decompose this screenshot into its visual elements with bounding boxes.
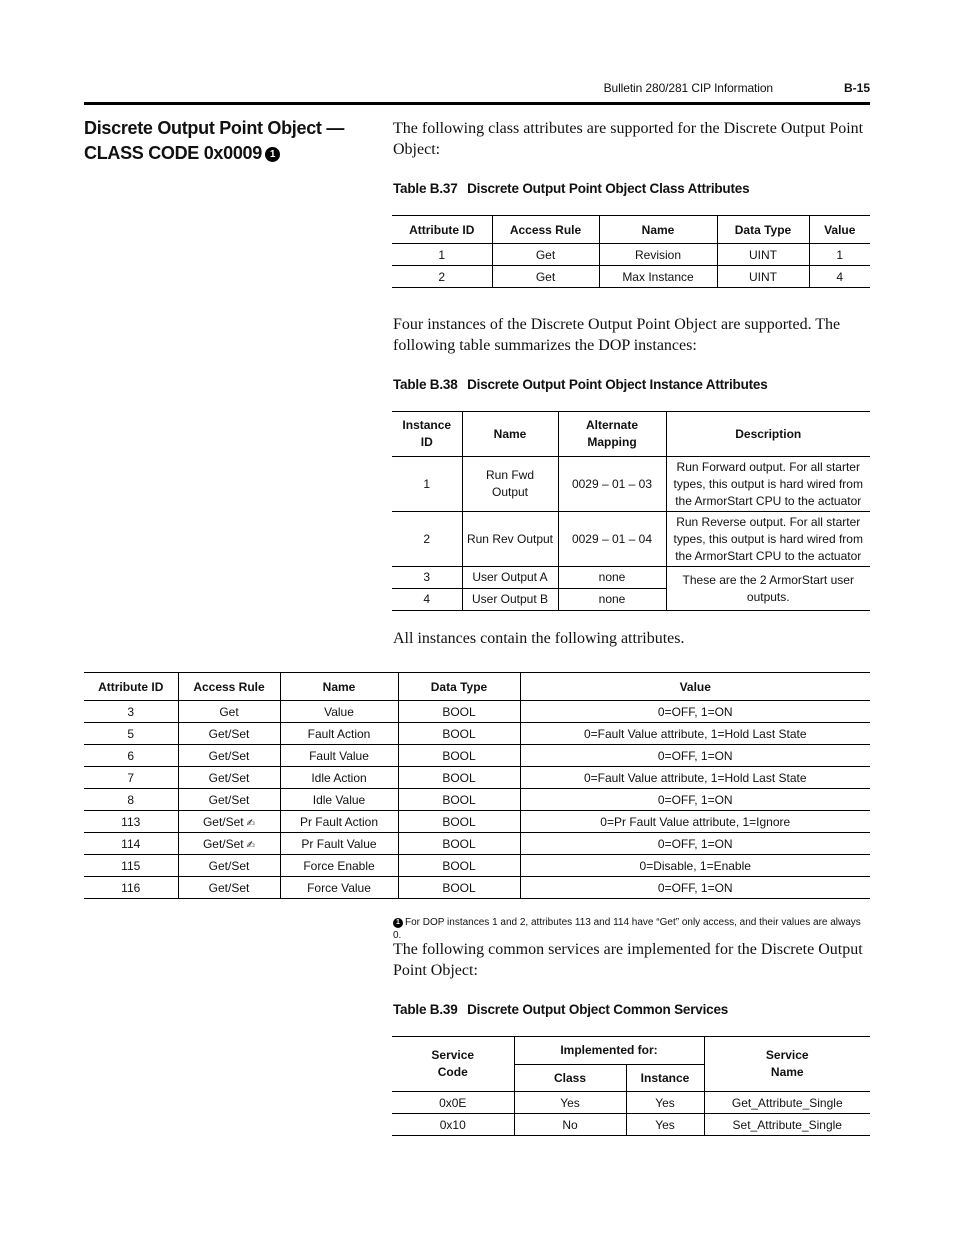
table-row <box>84 767 870 789</box>
table-cell: 0=Pr Fault Value attribute, 1=Ignore <box>520 811 870 833</box>
table-row <box>84 855 870 877</box>
table-row <box>84 877 870 899</box>
table-cell: Pr Fault Action <box>280 811 398 833</box>
running-head <box>0 81 870 97</box>
table-b37-title: Discrete Output Point Object Class Attributes <box>467 181 750 196</box>
table-row <box>392 1114 870 1136</box>
column-header: Name <box>462 412 558 457</box>
table-cell: Revision <box>599 244 717 266</box>
table-cell-text: Get/Set <box>202 836 244 851</box>
table-cell: 2 <box>392 266 492 288</box>
running-title: Bulletin 280/281 CIP Information <box>603 81 773 95</box>
table-cell: 0x10 <box>392 1114 514 1136</box>
table-cell: Pr Fault Value <box>280 833 398 855</box>
table-cell: Get_Attribute_Single <box>704 1092 870 1114</box>
table-cell: User Output A <box>462 567 558 589</box>
table-cell: 115 <box>84 855 178 877</box>
table-cell: Force Enable <box>280 855 398 877</box>
table-cell: 0=Disable, 1=Enable <box>520 855 870 877</box>
table-cell: 114 <box>84 833 178 855</box>
table-row <box>392 512 870 567</box>
table-cell <box>178 833 280 855</box>
column-header: Data Type <box>398 673 520 701</box>
column-header-instance: Instance <box>626 1065 704 1092</box>
table-cell: 0=Fault Value attribute, 1=Hold Last State <box>520 767 870 789</box>
column-header: Alternate Mapping <box>558 412 666 457</box>
column-header-implemented: Implemented for: <box>514 1037 704 1065</box>
table-cell: Yes <box>514 1092 626 1114</box>
table-b37-caption <box>393 181 749 196</box>
table-cell: BOOL <box>398 877 520 899</box>
table-cell-merged: These are the 2 ArmorStart user outputs. <box>666 567 870 611</box>
table-cell: Get/Set <box>178 723 280 745</box>
table-cell: 3 <box>392 567 462 589</box>
table-row <box>392 567 870 589</box>
table-b38 <box>392 411 870 611</box>
table-cell: BOOL <box>398 701 520 723</box>
table-cell: 1 <box>392 457 462 512</box>
table-header-row <box>84 673 870 701</box>
table-cell: Idle Action <box>280 767 398 789</box>
page-number: B-15 <box>843 81 870 95</box>
column-header: Description <box>666 412 870 457</box>
table-header-row <box>392 216 870 244</box>
header-line: Service <box>431 1048 475 1062</box>
pencil-note-icon: ✍ <box>246 839 256 851</box>
table-header-row <box>392 1037 870 1065</box>
table-row <box>84 789 870 811</box>
table-cell: Force Value <box>280 877 398 899</box>
column-header: Data Type <box>717 216 809 244</box>
table-row <box>392 244 870 266</box>
table-cell: Yes <box>626 1092 704 1114</box>
table-cell: 2 <box>392 512 462 567</box>
column-header-service-name <box>704 1037 870 1092</box>
column-header: Attribute ID <box>392 216 492 244</box>
table-cell: Get <box>492 266 599 288</box>
section-title <box>84 116 374 166</box>
table-header-row <box>392 412 870 457</box>
table-cell: Yes <box>626 1114 704 1136</box>
table-cell: Value <box>280 701 398 723</box>
table-cell: Run Forward output. For all starter types, this output is hard wired from the ArmorStart CPU to the actuator <box>666 457 870 512</box>
table-cell: Run Reverse output. For all starter types, this output is hard wired from the ArmorStart CPU to the actuator <box>666 512 870 567</box>
intro-paragraph: The following class attributes are supported for the Discrete Output Point Object: <box>393 120 864 158</box>
table-cell: Get <box>178 701 280 723</box>
table-row <box>392 266 870 288</box>
header-rule <box>84 102 870 105</box>
table-row <box>84 811 870 833</box>
table-cell: BOOL <box>398 767 520 789</box>
table-cell: 0=Fault Value attribute, 1=Hold Last State <box>520 723 870 745</box>
attributes-table <box>84 672 870 899</box>
table-cell: 0029 – 01 – 03 <box>558 457 666 512</box>
column-header: Value <box>520 673 870 701</box>
table-cell: Get <box>492 244 599 266</box>
table-row <box>392 457 870 512</box>
table-cell: 0029 – 01 – 04 <box>558 512 666 567</box>
table-cell: Run Fwd Output <box>462 457 558 512</box>
table-b38-caption <box>393 377 768 392</box>
table-cell: 0=OFF, 1=ON <box>520 701 870 723</box>
table-cell: 1 <box>809 244 870 266</box>
table-cell: 113 <box>84 811 178 833</box>
table-cell: 0=OFF, 1=ON <box>520 745 870 767</box>
table-cell: Get/Set <box>178 789 280 811</box>
section-title-line1: Discrete Output Point Object — <box>84 118 345 138</box>
table-cell: 1 <box>438 247 446 262</box>
footnote-marker-icon: 1 <box>393 918 403 928</box>
table-cell: 6 <box>84 745 178 767</box>
table-cell: UINT <box>717 266 809 288</box>
footnote-marker-icon: 1 <box>265 147 280 162</box>
table-row <box>84 723 870 745</box>
table-cell-text: Get/Set <box>202 814 244 829</box>
table-cell: UINT <box>717 244 809 266</box>
services-paragraph: The following common services are implemented for the Discrete Output Point Object: <box>393 941 863 979</box>
table-cell: 5 <box>84 723 178 745</box>
column-header: Instance ID <box>392 412 462 457</box>
column-header: Access Rule <box>492 216 599 244</box>
table-b37-number: Table B.37 <box>393 181 458 196</box>
table-b38-title: Discrete Output Point Object Instance Attributes <box>467 377 768 392</box>
table-cell: User Output B <box>462 589 558 611</box>
table-cell: none <box>558 589 666 611</box>
table-cell: Fault Action <box>280 723 398 745</box>
table-b39-caption <box>393 1002 728 1017</box>
section-title-line2-text: CLASS CODE 0x0009 <box>84 143 262 163</box>
column-header-service-code <box>392 1037 514 1092</box>
column-header: Attribute ID <box>84 673 178 701</box>
column-header: Name <box>280 673 398 701</box>
instances-paragraph: Four instances of the Discrete Output Point Object are supported. The following table summarizes the DOP instances: <box>393 316 841 354</box>
table-b37 <box>392 215 870 288</box>
header-line: Service <box>765 1048 809 1062</box>
table-cell: Run Rev Output <box>462 512 558 567</box>
table-cell: 0=OFF, 1=ON <box>520 877 870 899</box>
section-title-line2 <box>84 141 374 166</box>
column-header-class: Class <box>514 1065 626 1092</box>
table-cell: Idle Value <box>280 789 398 811</box>
table-cell: Get/Set <box>178 745 280 767</box>
table-cell: 0x0E <box>439 1095 467 1110</box>
header-line: Name <box>770 1065 804 1079</box>
table-cell: 116 <box>84 877 178 899</box>
table-b39-number: Table B.39 <box>393 1002 458 1017</box>
table-cell: No <box>514 1114 626 1136</box>
table-b39 <box>392 1036 870 1136</box>
table-cell: BOOL <box>398 855 520 877</box>
table-cell: 0=OFF, 1=ON <box>520 833 870 855</box>
pencil-note-icon: ✍ <box>246 817 256 829</box>
table-cell: 4 <box>392 589 462 611</box>
table-row <box>84 745 870 767</box>
table-row <box>392 1092 870 1114</box>
all-instances-paragraph: All instances contain the following attributes. <box>393 630 685 647</box>
table-row <box>84 701 870 723</box>
table-cell: Fault Value <box>280 745 398 767</box>
table-cell: none <box>558 567 666 589</box>
table-b39-title: Discrete Output Object Common Services <box>467 1002 729 1017</box>
table-cell: BOOL <box>398 789 520 811</box>
table-cell: BOOL <box>398 811 520 833</box>
table-cell: 4 <box>809 266 870 288</box>
footnote-text: For DOP instances 1 and 2, attributes 113 and 114 have “Get” only access, and their values are always 0. <box>393 917 861 941</box>
table-cell: Get/Set <box>178 877 280 899</box>
table-cell: Get/Set <box>178 767 280 789</box>
table-cell: 8 <box>84 789 178 811</box>
table-cell: Set_Attribute_Single <box>704 1114 870 1136</box>
table-cell: 0=OFF, 1=ON <box>520 789 870 811</box>
table-cell <box>178 811 280 833</box>
table-cell: Max Instance <box>599 266 717 288</box>
header-line: Code <box>437 1065 468 1079</box>
table-cell: BOOL <box>398 745 520 767</box>
table-cell: 3 <box>127 704 135 719</box>
table-cell: BOOL <box>398 833 520 855</box>
table-b38-number: Table B.38 <box>393 377 458 392</box>
table-row <box>84 833 870 855</box>
table-cell: BOOL <box>398 723 520 745</box>
column-header: Name <box>599 216 717 244</box>
column-header: Access Rule <box>178 673 280 701</box>
column-header: Value <box>809 216 870 244</box>
table-cell: Get/Set <box>178 855 280 877</box>
table-cell: 7 <box>84 767 178 789</box>
